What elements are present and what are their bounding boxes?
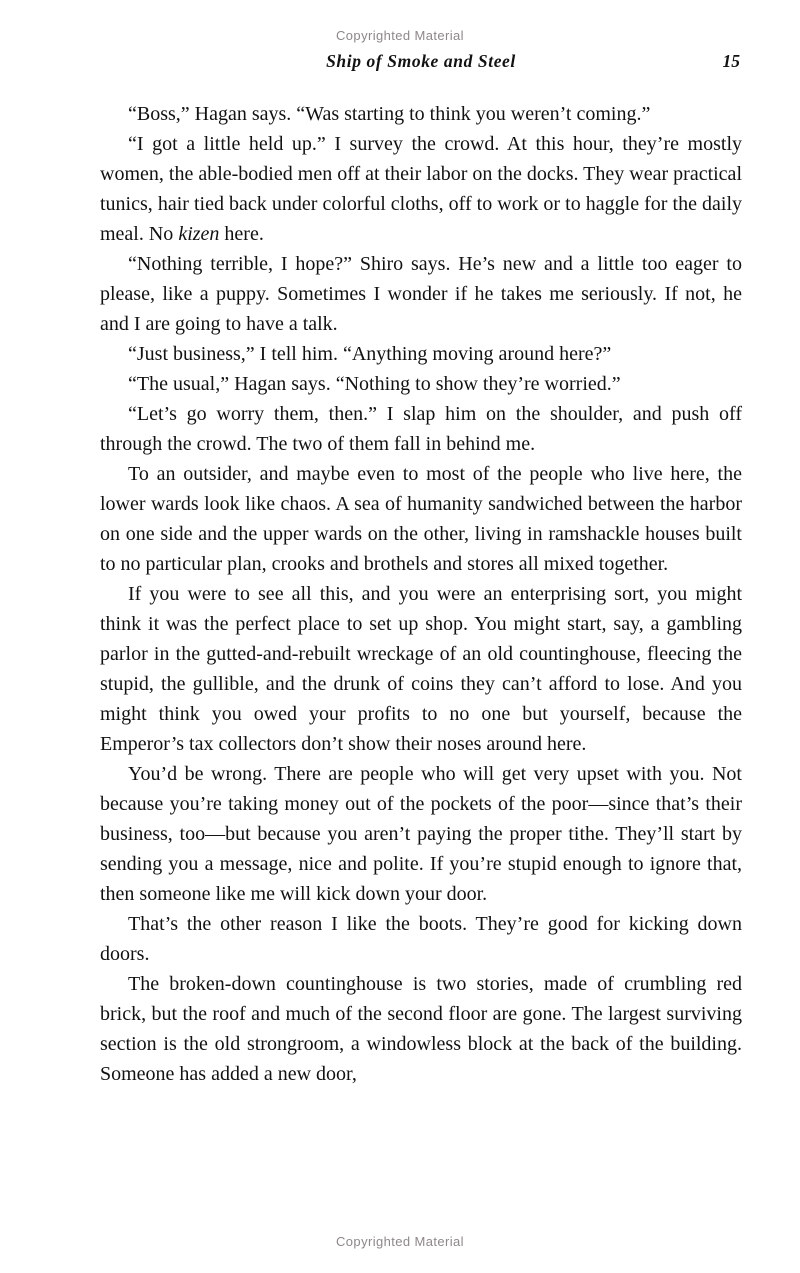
page-header: [100, 51, 742, 75]
page-number: 15: [722, 51, 740, 71]
text-segment: “Boss,” Hagan says. “Was starting to think you weren’t coming.”: [128, 103, 651, 125]
paragraph: [100, 99, 742, 129]
paragraph: [100, 459, 742, 579]
text-segment: The broken-down countinghouse is two stories, made of crumbling red brick, but the roof and much of the second floor are gone. The largest surviving section is the old strongroom, a windowless block at the back of the building. Someone has added a new door,: [100, 973, 742, 1085]
text-segment: To an outsider, and maybe even to most of the people who live here, the lower wards look like chaos. A sea of humanity sandwiched between the harbor on one side and the upper wards on the other, living in ramshackle houses built to no particular plan, crooks and brothels and stores all mixed together.: [100, 463, 742, 575]
copyright-notice-bottom: Copyrighted Material: [336, 1234, 464, 1249]
paragraph: [100, 339, 742, 369]
paragraph: [100, 909, 742, 969]
book-title: Ship of Smoke and Steel: [326, 51, 516, 71]
text-segment: “Just business,” I tell him. “Anything moving around here?”: [128, 343, 612, 365]
text-segment: “I got a little held up.” I survey the crowd. At this hour, they’re mostly women, the able-bodied men off at their labor on the docks. They wear practical tunics, hair tied back under colorful cloths, off to work or to haggle for the daily meal. No: [100, 133, 742, 245]
paragraph: [100, 369, 742, 399]
paragraph: [100, 759, 742, 909]
paragraph: [100, 399, 742, 459]
text-segment: “The usual,” Hagan says. “Nothing to show they’re worried.”: [128, 373, 621, 395]
paragraph: [100, 969, 742, 1089]
copyright-notice-top: Copyrighted Material: [336, 28, 464, 43]
text-segment: “Let’s go worry them, then.” I slap him on the shoulder, and push off through the crowd. The two of them fall in behind me.: [100, 403, 742, 455]
text-segment: You’d be wrong. There are people who will get very upset with you. Not because you’re taking money out of the pockets of the poor—since that’s their business, too—but because you aren’t paying the proper tithe. They’ll start by sending you a message, nice and polite. If you’re stupid enough to ignore that, then someone like me will kick down your door.: [100, 763, 742, 905]
page-content: [100, 51, 742, 1089]
italic-text-segment: kizen: [178, 223, 220, 245]
paragraph: [100, 249, 742, 339]
body-text: [100, 99, 742, 1089]
text-segment: “Nothing terrible, I hope?” Shiro says. He’s new and a little too eager to please, like a puppy. Sometimes I wonder if he takes me seriously. If not, he and I are going to have a talk.: [100, 253, 742, 335]
text-segment: If you were to see all this, and you were an enterprising sort, you might think it was the perfect place to set up shop. You might start, say, a gambling parlor in the gutted-and-rebuilt wreckage of an old countinghouse, fleecing the stupid, the gullible, and the drunk of coins they can’t afford to lose. And you might think you owed your profits to no one but yourself, because the Emperor’s tax collectors don’t show their noses around here.: [100, 583, 742, 755]
text-segment: That’s the other reason I like the boots. They’re good for kicking down doors.: [100, 913, 742, 965]
paragraph: [100, 579, 742, 759]
paragraph: [100, 129, 742, 249]
text-segment: here.: [219, 223, 264, 245]
